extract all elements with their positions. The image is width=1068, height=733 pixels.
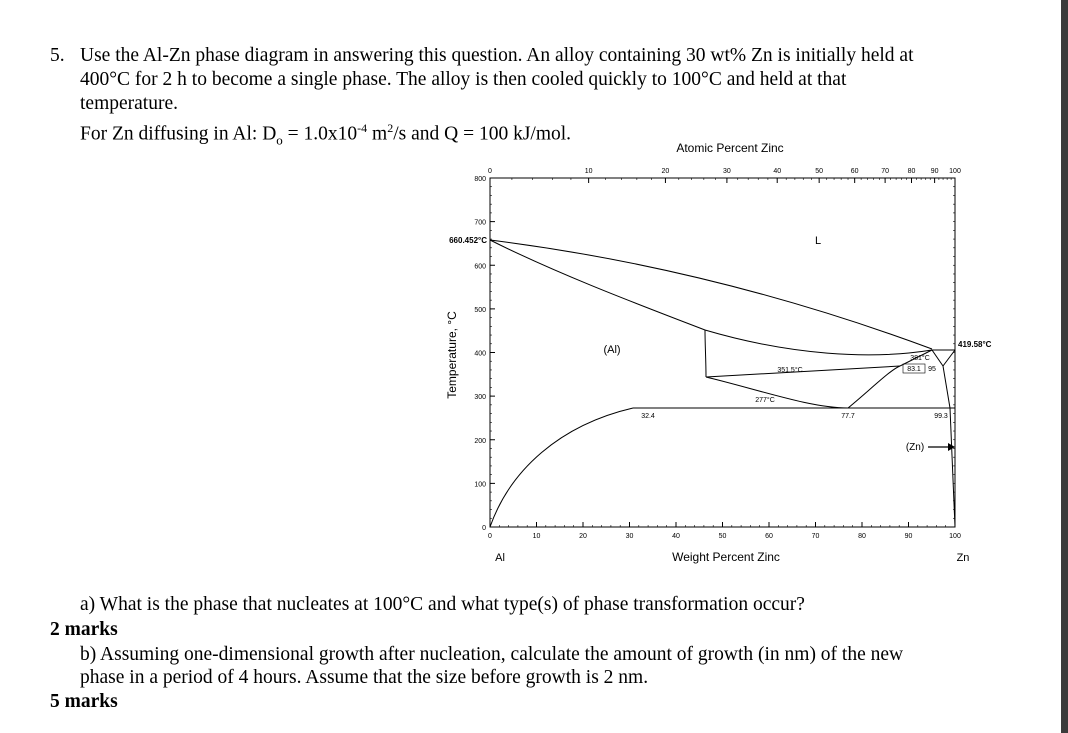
plot-frame bbox=[490, 178, 955, 527]
bottom-tick-label: 80 bbox=[858, 533, 866, 540]
zn-melting-label: 419.58°C bbox=[958, 340, 992, 349]
bottom-tick-label: 30 bbox=[625, 533, 634, 540]
top-tick-label: 40 bbox=[773, 168, 782, 175]
bottom-tick-label: 70 bbox=[811, 533, 820, 540]
left-tick-label: 400 bbox=[474, 350, 486, 358]
top-axis-title: Atomic Percent Zinc bbox=[676, 141, 784, 155]
left-tick-label: 700 bbox=[474, 219, 486, 227]
question-given-data: For Zn diffusing in Al: $D_o = 1.0x10^{-4}$ $m^2/s$ and Q = 100 kJ/mol. bbox=[80, 121, 572, 148]
zn-solvus-upper bbox=[943, 366, 950, 408]
top-tick-label: 90 bbox=[930, 168, 939, 175]
annot-351-5c: 351.5°C bbox=[777, 367, 803, 374]
left-tick-label: 600 bbox=[474, 263, 486, 271]
top-ticks bbox=[488, 168, 961, 183]
bottom-axis-title: Weight Percent Zinc bbox=[672, 550, 780, 564]
element-al-label: Al bbox=[495, 552, 505, 564]
left-tick-label: 300 bbox=[474, 394, 486, 402]
left-tick-label: 200 bbox=[474, 437, 486, 445]
top-tick-label: 70 bbox=[881, 168, 890, 175]
top-tick-label: 10 bbox=[584, 168, 593, 175]
left-tick-label: 100 bbox=[474, 481, 486, 489]
annot-277c: 277°C bbox=[755, 397, 775, 404]
top-tick-label: 60 bbox=[850, 168, 859, 175]
annot-83-1: 83.1 bbox=[907, 366, 921, 373]
bottom-tick-label: 50 bbox=[718, 533, 727, 540]
left-tick-label: 0 bbox=[482, 525, 486, 532]
al-solvus-upper bbox=[705, 330, 706, 377]
al-melting-label: 660.452°C bbox=[449, 236, 487, 245]
monotectoid-351-line bbox=[706, 366, 900, 377]
top-tick-label: 50 bbox=[815, 168, 824, 175]
phase-al-label: (Al) bbox=[603, 344, 621, 356]
annot-32-4: 32.4 bbox=[641, 413, 655, 420]
top-tick-label: 80 bbox=[907, 168, 916, 175]
question-line-1: Use the Al-Zn phase diagram in answering this question. An alloy containing 30 wt% Zn is initially held at bbox=[80, 45, 914, 66]
annot-99-3: 99.3 bbox=[934, 413, 948, 420]
top-tick-label: 30 bbox=[722, 168, 731, 175]
miscibility-gap-left bbox=[706, 377, 848, 408]
question-line-2: 400°C for 2 h to become a single phase. The alloy is then cooled quickly to 100°C and held at that bbox=[80, 69, 847, 90]
bottom-tick-label: 20 bbox=[579, 533, 587, 540]
bottom-tick-label: 100 bbox=[949, 533, 961, 540]
zn-solvus-lower bbox=[950, 408, 955, 527]
top-tick-label: 0 bbox=[488, 168, 492, 175]
part-a-question: a) What is the phase that nucleates at 100°C and what type(s) of phase transformation occur? bbox=[80, 594, 805, 615]
left-tick-label: 800 bbox=[474, 176, 486, 183]
element-zn-label: Zn bbox=[956, 552, 970, 564]
miscibility-gap-right bbox=[848, 366, 900, 408]
phase-liquid-label: L bbox=[814, 235, 822, 247]
bottom-tick-label: 40 bbox=[672, 533, 680, 540]
zn-liquidus-segment bbox=[932, 350, 943, 366]
bottom-tick-label: 10 bbox=[532, 533, 541, 540]
question-line-3: temperature. bbox=[80, 93, 178, 114]
part-b-line-2: phase in a period of 4 hours. Assume that the size before growth is 2 nm. bbox=[80, 667, 649, 688]
solidus-al-line bbox=[490, 240, 932, 355]
part-b-line-1: b) Assuming one-dimensional growth after nucleation, calculate the amount of growth (in nm) of the new bbox=[80, 644, 904, 665]
bottom-tick-label: 90 bbox=[904, 533, 913, 540]
annot-381c: 381°C bbox=[910, 355, 930, 362]
part-b-marks: 5 marks bbox=[50, 691, 118, 712]
phase-zn-label: (Zn) bbox=[905, 442, 925, 453]
left-ticks bbox=[474, 176, 495, 532]
top-tick-label: 100 bbox=[949, 168, 961, 175]
left-axis-title: Temperature, °C bbox=[445, 311, 459, 399]
question-number: 5. bbox=[50, 45, 65, 66]
bottom-tick-label: 0 bbox=[488, 533, 492, 540]
liquidus-line bbox=[490, 240, 932, 349]
top-tick-label: 20 bbox=[661, 168, 670, 175]
minor-ticks bbox=[490, 178, 955, 527]
left-tick-label: 500 bbox=[474, 306, 486, 314]
annot-95: 95 bbox=[928, 366, 936, 373]
part-a-marks: 2 marks bbox=[50, 619, 118, 640]
bottom-ticks bbox=[488, 522, 961, 540]
zn-solidus-right bbox=[943, 350, 955, 366]
bottom-tick-label: 60 bbox=[765, 533, 773, 540]
annot-77-7: 77.7 bbox=[841, 413, 855, 420]
al-solvus-line bbox=[490, 408, 633, 527]
